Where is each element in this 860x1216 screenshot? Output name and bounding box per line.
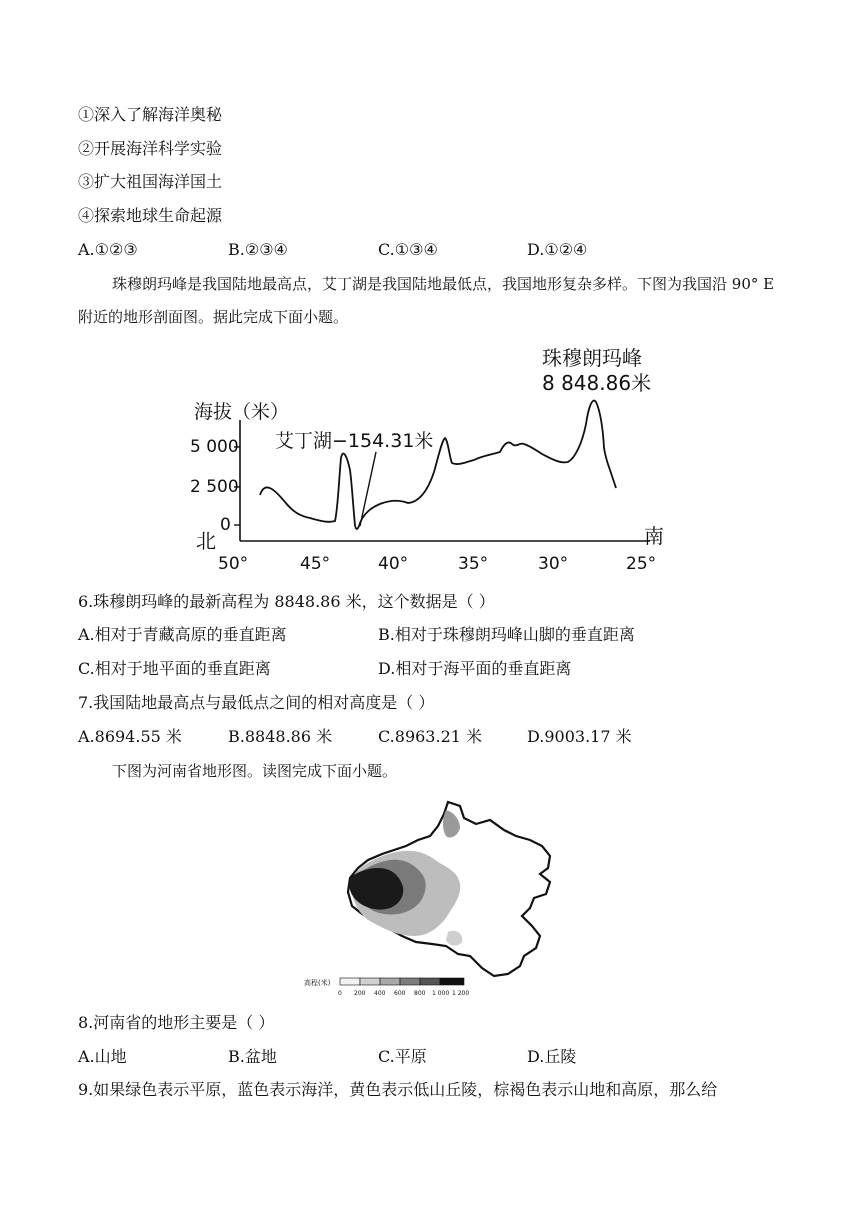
- terrain-profile-figure: [190, 340, 670, 576]
- q5-item-2: ②开展海洋科学实验: [78, 139, 223, 158]
- q5-item-1: ①深入了解海洋奥秘: [78, 105, 223, 124]
- q5-option-c: C.①③④: [378, 240, 438, 259]
- legend-label: 高程(米): [304, 979, 331, 987]
- y-axis-label: 海拔（米）: [194, 401, 290, 423]
- y-tick-5000: 5 000: [190, 437, 239, 457]
- q8-option-d: D.丘陵: [527, 1047, 577, 1066]
- legend-tick-1200: 1 200: [452, 990, 470, 997]
- q5-option-a: A.①②③: [78, 240, 138, 259]
- q7-option-c: C.8963.21 米: [378, 727, 483, 746]
- q8-stem: 8.河南省的地形主要是（ ）: [78, 1013, 275, 1032]
- q5-option-d: D.①②④: [527, 240, 588, 259]
- south-label: 南: [644, 524, 664, 548]
- q8-option-c: C.平原: [378, 1047, 427, 1066]
- q5-option-b: B.②③④: [228, 240, 288, 259]
- legend-tick-0: 0: [338, 990, 342, 997]
- elevation-profile-line: [260, 401, 616, 529]
- legend-tick-600: 600: [394, 990, 406, 997]
- x-tick-50: 50°: [218, 554, 249, 574]
- intro-paragraph-profile: 珠穆朗玛峰是我国陆地最高点，艾丁湖是我国陆地最低点，我国地形复杂多样。下图为我国沿 90° E 附近的地形剖面图。据此完成下面小题。: [78, 275, 775, 326]
- north-label: 北: [196, 529, 216, 553]
- legend-tick-800: 800: [414, 990, 426, 997]
- x-tick-40: 40°: [378, 554, 409, 574]
- q6-option-b: B.相对于珠穆朗玛峰山脚的垂直距离: [378, 625, 635, 644]
- q5-item-4: ④探索地球生命起源: [78, 206, 223, 225]
- q9-stem: 9.如果绿色表示平原，蓝色表示海洋，黄色表示低山丘陵，棕褐色表示山地和高原，那么给: [78, 1080, 718, 1099]
- henan-terrain-map: [298, 796, 560, 1000]
- q7-option-a: A.8694.55 米: [78, 727, 182, 746]
- x-tick-30: 30°: [538, 554, 569, 574]
- x-tick-25: 25°: [626, 554, 657, 574]
- y-tick-2500: 2 500: [190, 477, 239, 497]
- legend-tick-200: 200: [354, 990, 366, 997]
- q6-option-d: D.相对于海平面的垂直距离: [378, 659, 572, 678]
- q7-stem: 7.我国陆地最高点与最低点之间的相对高度是（ ）: [78, 693, 435, 712]
- peak-name-label: 珠穆朗玛峰: [542, 346, 642, 370]
- q6-option-a: A.相对于青藏高原的垂直距离: [78, 625, 287, 644]
- q7-option-b: B.8848.86 米: [228, 727, 333, 746]
- peak-height-label: 8 848.86米: [542, 371, 652, 395]
- y-tick-0: 0: [220, 515, 231, 535]
- legend-tick-400: 400: [374, 990, 386, 997]
- lake-pointer-line: [360, 452, 376, 526]
- q6-stem: 6.珠穆朗玛峰的最新高程为 8848.86 米，这个数据是（ ）: [78, 592, 495, 611]
- q6-option-c: C.相对于地平面的垂直距离: [78, 659, 271, 678]
- q7-option-d: D.9003.17 米: [527, 727, 632, 746]
- intro-paragraph-map: 下图为河南省地形图。读图完成下面小题。: [112, 762, 398, 780]
- x-tick-45: 45°: [300, 554, 331, 574]
- lake-label: 艾丁湖−154.31米: [275, 430, 434, 452]
- q8-option-a: A.山地: [78, 1047, 127, 1066]
- legend-tick-1000: 1 000: [432, 990, 450, 997]
- q5-item-3: ③扩大祖国海洋国土: [78, 172, 223, 191]
- q8-option-b: B.盆地: [228, 1047, 277, 1066]
- x-tick-35: 35°: [458, 554, 489, 574]
